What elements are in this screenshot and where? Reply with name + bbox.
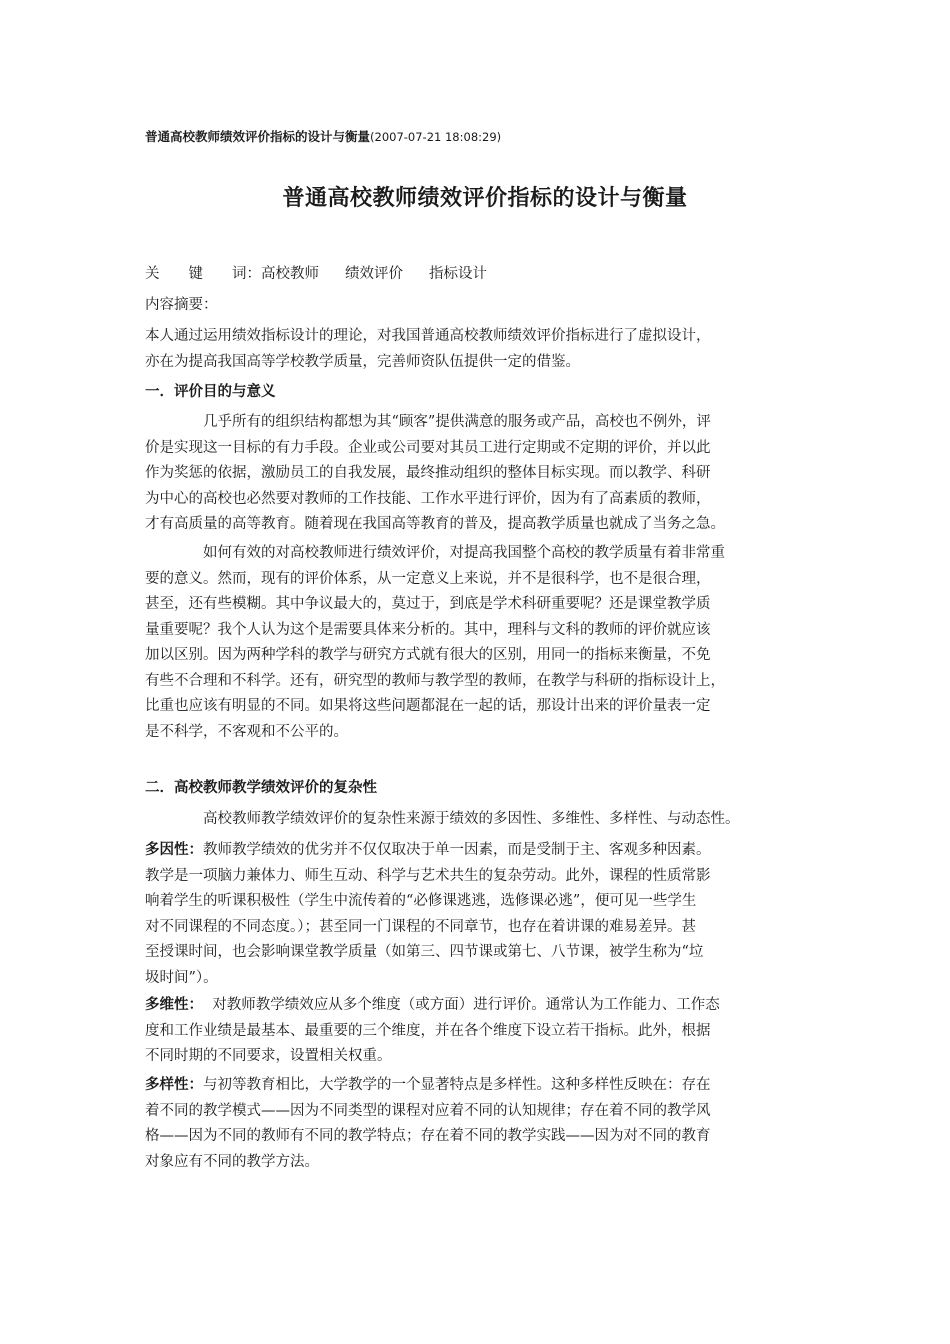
text-line: 有些不合理和不科学。还有，研究型的教师与教学型的教师，在教学与科研的指标设计上，	[145, 672, 725, 689]
abstract-label: 内容摘要：	[145, 297, 218, 313]
post-timestamp: (2007-07-21 18:08:29)	[370, 130, 502, 144]
keyword-item: 高校教师	[261, 266, 319, 282]
keyword-item: 绩效评价	[345, 266, 403, 282]
keyword-item: 指标设计	[429, 266, 487, 282]
text-line: 高校教师教学绩效评价的复杂性来源于绩效的多因性、多维性、多样性、与动态性。	[203, 811, 740, 827]
section-heading-2: 二．高校教师教学绩效评价的复杂性	[145, 780, 377, 796]
text-line: 价是实现这一目标的有力手段。企业或公司要对其员工进行定期或不定期的评价，并以此	[145, 439, 711, 456]
text-line: 要的意义。然而，现有的评价体系，从一定意义上来说，并不是很科学，也不是很合理，	[145, 570, 711, 587]
text-line: 本人通过运用绩效指标设计的理论，对我国普通高校教师绩效评价指标进行了虚拟设计，	[145, 328, 711, 344]
section2-intro	[145, 807, 815, 833]
text-line: 几乎所有的组织结构都想为其“顾客”提供满意的服务或产品，高校也不例外，评	[203, 414, 711, 430]
text-line: 着不同的教学模式——因为不同类型的课程对应着不同的认知规律；存在着不同的教学风	[145, 1102, 711, 1119]
text-line: 不同时期的不同要求，设置相关权重。	[145, 1048, 392, 1064]
abstract-text	[145, 324, 815, 375]
text-run: 教师教学绩效的优劣并不仅仅取决于单一因素，而是受制于主、客观多种因素。	[203, 842, 711, 858]
text-line: 加以区别。因为两种学科的教学与研究方式就有很大的区别，用同一的指标来衡量，不免	[145, 647, 711, 663]
post-header-title[interactable]: 普通高校教师绩效评价指标的设计与衡量	[145, 129, 371, 144]
text-line: 比重也应该有明显的不同。如果将这些问题都混在一起的话，那设计出来的评价量表一定	[145, 698, 711, 714]
text-line	[145, 838, 815, 864]
section-heading-1: 一．评价目的与意义	[145, 384, 276, 400]
section1-paragraph-2	[145, 541, 815, 745]
text-run: 与初等教育相比，大学教学的一个显著特点是多样性。这种多样性反映在：存在	[203, 1077, 711, 1093]
text-line: 甚至，还有些模糊。其中争议最大的，莫过于，到底是学术科研重要呢？还是课堂教学质	[145, 596, 711, 612]
text-line: 格——因为不同的教师有不同的教学特点；存在着不同的教学实践——因为对不同的教育	[145, 1128, 711, 1144]
text-line: 教学是一项脑力兼体力、师生互动、科学与艺术共生的复杂劳动。此外，课程的性质常影	[145, 867, 711, 884]
text-line: 响着学生的听课积极性（学生中流传着的“必修课逃逃，选修课必逃”，便可见一些学生	[145, 893, 697, 909]
text-line: 至授课时间，也会影响课堂教学质量（如第三、四节课或第七、八节课，被学生称为“垃	[145, 944, 704, 960]
post-header	[145, 129, 501, 145]
keywords-row	[145, 262, 487, 288]
text-line	[145, 993, 815, 1019]
text-line: 如何有效的对高校教师进行绩效评价，对提高我国整个高校的教学质量有着非常重	[203, 545, 725, 561]
text-line: 亦在为提高我国高等学校教学质量，完善师资队伍提供一定的借鉴。	[145, 353, 580, 370]
paragraph-multidim	[145, 993, 815, 1070]
paragraph-diversity	[145, 1073, 815, 1175]
text-line: 作为奖惩的依据，激励员工的自我发展，最终推动组织的整体目标实现。而以教学、科研	[145, 465, 711, 481]
term-label: 多样性：	[145, 1077, 203, 1093]
text-line: 度和工作业绩是最基本、最重要的三个维度，并在各个维度下设立若干指标。此外，根据	[145, 1022, 711, 1039]
text-line: 对象应有不同的教学方法。	[145, 1153, 319, 1170]
keywords-label: 关 键 词：	[145, 266, 261, 282]
text-line	[145, 1073, 815, 1099]
section1-paragraph-1	[145, 410, 815, 538]
term-label: 多维性：	[145, 997, 203, 1013]
text-line: 量重要呢？我个人认为这个是需要具体来分析的。其中，理科与文科的教师的评价就应该	[145, 621, 711, 638]
term-label: 多因性：	[145, 842, 203, 858]
text-line: 才有高质量的高等教育。随着现在我国高等教育的普及，提高教学质量也就成了当务之急。	[145, 516, 725, 532]
text-line: 圾时间”）。	[145, 969, 218, 986]
text-line: 为中心的高校也必然要对教师的工作技能、工作水平进行评价，因为有了高素质的教师，	[145, 490, 711, 507]
text-run: 对教师教学绩效应从多个维度（或方面）进行评价。通常认为工作能力、工作态	[203, 997, 720, 1013]
text-line: 对不同课程的不同态度。）；甚至同一门课程的不同章节，也存在着讲课的难易差异。甚	[145, 918, 696, 935]
page-title: 普通高校教师绩效评价指标的设计与衡量	[282, 186, 688, 211]
text-line: 是不科学，不客观和不公平的。	[145, 723, 348, 740]
paragraph-multicause	[145, 838, 815, 991]
